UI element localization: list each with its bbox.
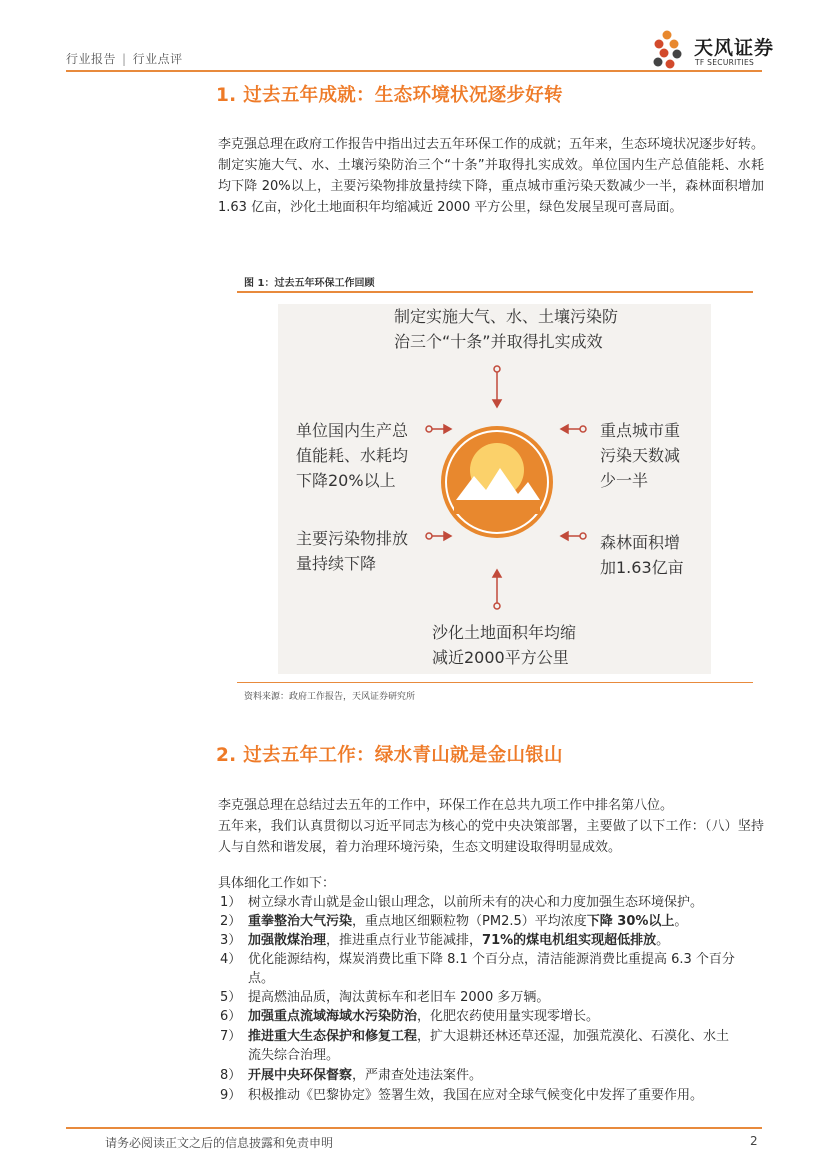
figure-bottom-rule <box>237 682 753 683</box>
figure-text-line: 污染天数减 <box>600 446 681 465</box>
list-item <box>220 1008 765 1026</box>
list-item-number: 8） <box>220 1068 242 1083</box>
figure-caption: 图 1：过去五年环保工作回顾 <box>244 278 375 289</box>
mountain-sun-emblem-icon <box>441 426 553 538</box>
arrow-down-icon <box>493 570 501 609</box>
figure-text-line: 减近2000平方公里 <box>432 648 569 667</box>
figure-top-rule <box>237 291 753 293</box>
figure-top-text-line: 治三个“十条”并取得扎实成效 <box>394 332 603 351</box>
list-item-number: 3） <box>220 933 242 948</box>
list-item-text: ，扩大退耕还林还草还湿，加强荒漠化、石漠化、水土 <box>417 1029 730 1044</box>
list-item <box>220 932 765 950</box>
header-breadcrumb: 行业报告 | 行业点评 <box>66 52 183 66</box>
list-item-continuation: 点。 <box>248 971 275 986</box>
list-item-text: 。 <box>674 914 688 929</box>
list-item-bold: 开展中央环保督察 <box>248 1068 353 1083</box>
list-item-text: 树立绿水青山就是金山银山理念，以前所未有的决心和力度加强生态环境保护。 <box>248 895 704 910</box>
list-item-continuation: 流失综合治理。 <box>248 1048 340 1063</box>
figure-text-line: 沙化土地面积年均缩 <box>432 623 577 642</box>
list-item-bold: 重拳整治大气污染 <box>248 914 353 929</box>
list-item-text: 优化能源结构，煤炭消费比重下降 8.1 个百分点，清洁能源消费比重提高 6.3 个百分 <box>248 952 735 967</box>
list-item-number: 6） <box>220 1009 242 1024</box>
list-item-bold: 71%的煤电机组实现超低排放 <box>482 933 657 948</box>
list-item-bold: 推进重大生态保护和修复工程 <box>248 1029 418 1044</box>
footer-rule <box>66 1127 762 1129</box>
list-item-text: ，推进重点行业节能减排， <box>326 933 483 948</box>
section2-paragraph-1: 李克强总理在总结过去五年的工作中，环保工作在总共九项工作中排名第八位。 <box>218 798 674 813</box>
arrow-right-top-icon <box>561 425 586 433</box>
list-item-text: 。 <box>656 933 670 948</box>
list-item <box>220 1067 765 1085</box>
list-item-text: ，化肥农药使用量实现零增长。 <box>417 1009 600 1024</box>
page-number: 2 <box>750 1134 758 1148</box>
list-item <box>220 913 765 931</box>
list-item <box>220 894 765 912</box>
list-item-number: 4） <box>220 952 242 967</box>
section1-paragraph: 李克强总理在政府工作报告中指出过去五年环保工作的成就；五年来，生态环境状况逐步好转。制定实施大气、水、土壤污染防治三个“十条”并取得扎实成效。单位国内生产总值能耗、水耗均下降 20%以上，主要污染物排放量持续下降，重点城市重污染天数减少一半，森林面积增加 1.63 亿亩，沙化土地面积年均缩减近 2000 平方公里，绿色发展呈现可喜局面。 <box>218 137 765 215</box>
figure-diagram <box>278 304 711 674</box>
figure-text-line: 单位国内生产总 <box>296 421 409 440</box>
figure-text-line: 加1.63亿亩 <box>600 558 684 577</box>
list-item-text: ，重点地区细颗粒物（PM2.5）平均浓度 <box>352 914 587 929</box>
figure-text-line: 重点城市重 <box>600 421 681 440</box>
list-item-number: 2） <box>220 914 242 929</box>
list-item <box>220 951 765 969</box>
section1-title: 1. 过去五年成就：生态环境状况逐步好转 <box>216 85 563 106</box>
list-item-number: 1） <box>220 895 242 910</box>
list-item <box>220 1028 765 1046</box>
list-item-bold: 下降 30%以上 <box>586 914 675 929</box>
figure-text-line: 主要污染物排放 <box>296 529 409 548</box>
header-subcategory: 行业点评 <box>132 52 183 66</box>
figure-text-line: 少一半 <box>600 471 649 490</box>
header-rule <box>66 70 762 72</box>
section2-paragraph-2: 五年来，我们认真贯彻以习近平同志为核心的党中央决策部署，主要做了以下工作：（八）坚持人与自然和谐发展，着力治理环境污染，生态文明建设取得明显成效。 <box>218 819 764 855</box>
figure-text-line: 值能耗、水耗均 <box>296 446 409 465</box>
figure-source: 资料来源：政府工作报告，天风证券研究所 <box>244 692 416 702</box>
header-category: 行业报告 <box>66 52 117 66</box>
figure-text-line: 森林面积增 <box>600 533 681 552</box>
footer-disclaimer[interactable]: 请务必阅读正文之后的信息披露和免责申明 <box>105 1136 334 1150</box>
figure-text-line: 下降20%以上 <box>296 471 396 490</box>
list-intro: 具体细化工作如下： <box>218 876 336 891</box>
figure-top-text-line: 制定实施大气、水、土壤污染防 <box>394 307 619 326</box>
list-item-text: 提高燃油品质，淘汰黄标车和老旧车 2000 多万辆。 <box>248 990 550 1005</box>
list-item-text: 积极推动《巴黎协定》签署生效，我国在应对全球气候变化中发挥了重要作用。 <box>248 1088 704 1103</box>
list-item-text: ，严肃查处违法案件。 <box>352 1068 483 1083</box>
logo-text-cn: 天风证券 <box>694 37 775 59</box>
list-item-number: 5） <box>220 990 242 1005</box>
logo-text-en: TF SECURITIES <box>695 58 755 67</box>
list-item-number: 7） <box>220 1029 242 1044</box>
figure-text-line: 量持续下降 <box>296 554 377 573</box>
list-item-bold: 加强散煤治理 <box>248 933 327 948</box>
section2-title: 2. 过去五年工作：绿水青山就是金山银山 <box>216 745 563 766</box>
arrow-left-bottom-icon <box>426 532 451 540</box>
list-item <box>220 1087 765 1105</box>
arrow-left-top-icon <box>426 425 451 433</box>
arrow-right-bottom-icon <box>561 532 586 540</box>
arrow-up-icon <box>493 366 501 407</box>
list-item-number: 9） <box>220 1088 242 1103</box>
list-item <box>220 989 765 1007</box>
list-item-bold: 加强重点流域海域水污染防治 <box>248 1009 418 1024</box>
